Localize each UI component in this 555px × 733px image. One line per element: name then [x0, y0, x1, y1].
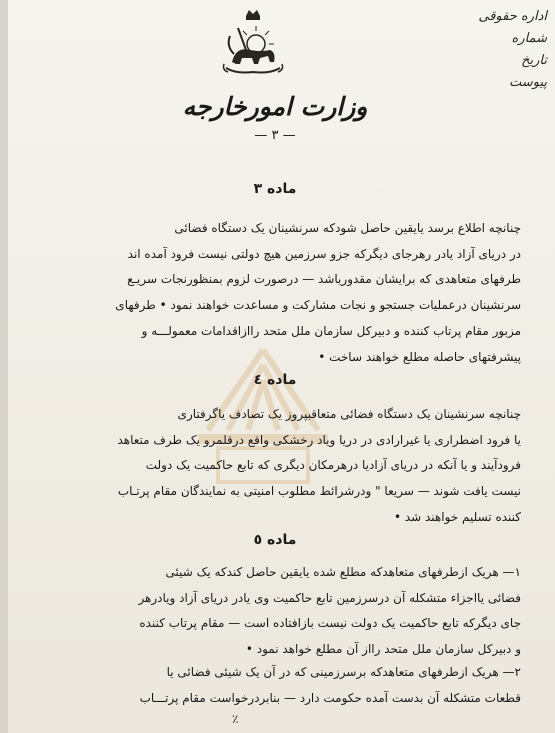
- article-paragraph: ٢— هریک ازطرفهای متعاهدکه برسرزمینی که در آن یک شیئی فضائی یا قطعات متشکله آن بدست آمده حکومت دارد — بنابردرخواست مقام پرتـــاب: [139, 665, 521, 705]
- office-line: پیوست: [509, 75, 547, 90]
- article-heading: ماده ٥: [253, 532, 297, 548]
- office-line: تاریخ: [521, 53, 547, 68]
- office-line: شماره: [511, 31, 547, 46]
- lion-and-sun-emblem-icon: [216, 6, 290, 80]
- article-heading: ماده ٤: [253, 372, 297, 388]
- article-paragraph: چنانچه اطلاع برسد یایقین حاصل شودکه سرنشینان یک دستگاه فضائی در دریای آزاد یادر رهرجای دیگرکه جزو سرزمین هیچ دولتی نیست فرود آمده اند طرفهای متعاهدی که برایشان مقدوریاشد — درصورت لزوم بمنظورنجات سریـع سرنشینان درعملیات جستجو و نجات مشارکت و مساعدت خواهند نمود • طرفهای مزبور مقام پرتاب کننده و دبیرکل سازمان ملل متحد راازاقدامات معمولـــه و پیشرفتهای حاصله مطلع خواهند ساخت •: [115, 221, 521, 364]
- article-heading: ماده ٣: [253, 181, 297, 197]
- article-paragraph: ١— هریک ازطرفهای متعاهدکه مطلع شده یایقین حاصل کندکه یک شیئی فضائی یااجزاء متشکله آن درسرزمین تابع حاکمیت وی یادر دریای آزاد ویادرهر جای دیگرکه تابع حاکمیت یک دولت نیست بازافتاده است — مقام پرتاب کننده و دبیرکل سازمان ملل متحد رااز آن مطلع خواهد نمود •: [138, 565, 521, 657]
- ministry-title: وزارت امورخارجه: [182, 92, 368, 121]
- left-binding-strip: [0, 0, 8, 733]
- office-line: اداره حقوقی: [478, 9, 547, 24]
- article-paragraph: چنانچه سرنشینان یک دستگاه فضائی متعاقبپروز یک تصادف یاگرفتاری یا فرود اضطراری یا غیرارادی در دریا ویاد رخشکی واقع درقلمرو یک طرف متعاهد فرودآیند و یا آنکه در دریای آزادیا درهرمکان دیگری که تابع حاکمیت یک دولت نیست یافت شوند — سریعا " ودرشرائط مطلوب امنیتی به نمایندگان مقام پرتـاب کننده تسلیم خواهند شد •: [117, 407, 521, 524]
- page-number: — ٣ —: [254, 128, 296, 143]
- footer-mark: ٪: [232, 712, 239, 726]
- office-reference-block: [437, 6, 547, 94]
